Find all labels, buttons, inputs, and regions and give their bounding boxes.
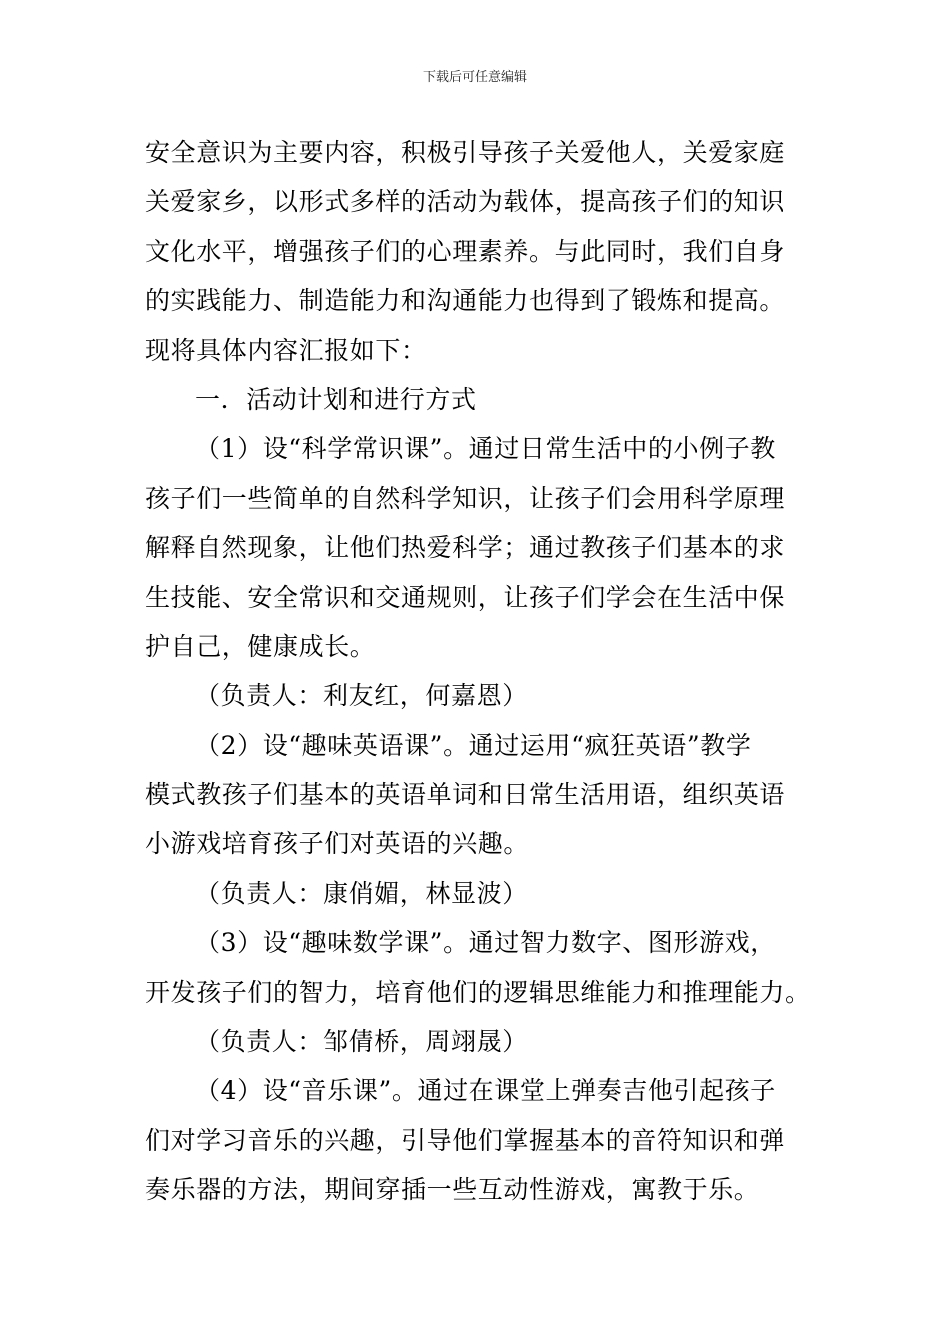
text-line: 孩子们一些简单的自然科学知识，让孩子们会用科学原理: [145, 483, 786, 513]
page-header: 下载后可任意编辑: [422, 70, 527, 85]
text-line: 护自己，健康成长。: [145, 631, 376, 661]
text-line: （1）设“科学常识课”。通过日常生活中的小例子教: [195, 434, 776, 464]
section-heading: [145, 375, 810, 424]
intro-paragraph: [145, 128, 810, 375]
text-line: 小游戏培育孩子们对英语的兴趣。: [145, 829, 530, 859]
text-line: （负责人：邹倩桥，周翊晟）: [195, 1027, 528, 1057]
course-paragraph-music: [145, 1066, 810, 1214]
document-body: [145, 128, 810, 1215]
text-line: 们对学习音乐的兴趣，引导他们掌握基本的音符知识和弹: [145, 1125, 786, 1155]
text-line: 解释自然现象，让他们热爱科学；通过教孩子们基本的求: [145, 533, 786, 563]
text-line: 文化水平，增强孩子们的心理素养。与此同时，我们自身: [145, 236, 786, 266]
text-line: （3）设“趣味数学课”。通过智力数字、图形游戏，: [195, 928, 776, 958]
course-paragraph-english: [145, 721, 810, 869]
text-line: （2）设“趣味英语课”。通过运用“疯狂英语”教学: [195, 730, 752, 760]
text-line: 奏乐器的方法，期间穿插一些互动性游戏，寓教于乐。: [145, 1175, 760, 1205]
course-paragraph-science: [145, 424, 810, 671]
text-line: （4）设“音乐课”。通过在课堂上弹奏吉他引起孩子: [195, 1076, 776, 1106]
responsible-persons-science: [145, 671, 810, 720]
text-line: 现将具体内容汇报如下：: [145, 335, 427, 365]
text-line: 安全意识为主要内容，积极引导孩子关爱他人，关爱家庭: [145, 138, 786, 167]
responsible-persons-english: [145, 869, 810, 918]
section-heading-text: 一．活动计划和进行方式: [195, 384, 477, 414]
text-line: （负责人：康俏媚，林显波）: [195, 878, 528, 908]
text-line: 关爱家乡，以形式多样的活动为载体，提高孩子们的知识: [145, 187, 786, 217]
text-line: 的实践能力、制造能力和沟通能力也得到了锻炼和提高。: [145, 286, 786, 316]
responsible-persons-math: [145, 1017, 810, 1066]
text-line: 模式教孩子们基本的英语单词和日常生活用语，组织英语: [145, 780, 786, 810]
text-line: 开发孩子们的智力，培育他们的逻辑思维能力和推理能力。: [145, 977, 811, 1007]
text-line: （负责人：利友红，何嘉恩）: [195, 681, 528, 711]
text-line: 生技能、安全常识和交通规则，让孩子们学会在生活中保: [145, 582, 786, 612]
course-paragraph-math: [145, 918, 810, 1017]
